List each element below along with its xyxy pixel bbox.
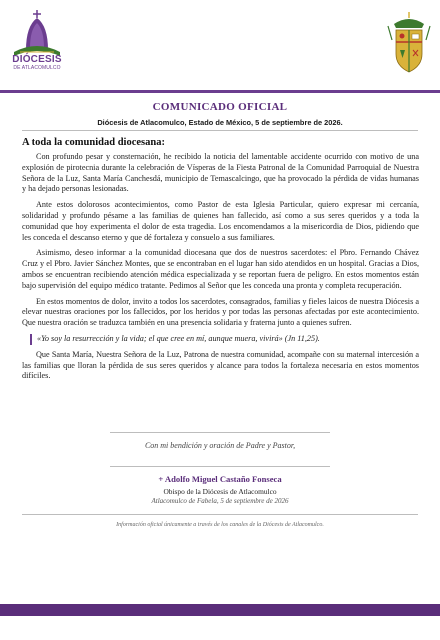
paragraph: En estos momentos de dolor, invito a todos los sacerdotes, consagrados, familias y fieles laicos de nuestra Diócesis a elevar nuestras oraciones por los fallecidos, por los heridos y por todas las personas afectadas por este acontecimiento. Que nuestra oración se traduzca también en una presencia solidaria y fraterna junto a quienes sufren.	[22, 296, 419, 328]
document-subtitle: Diócesis de Atlacomulco, Estado de México, 5 de septiembre de 2026.	[97, 118, 343, 127]
header-divider	[0, 90, 440, 93]
bishop-coat-of-arms-icon	[384, 10, 434, 80]
signature-date: Atlacomulco de Fabela, 5 de septiembre de 2026	[151, 497, 289, 505]
scripture-quote-text: «Yo soy la resurrección y la vida; el que cree en mí, aunque muera, vivirá» (Jn 11,25).	[37, 333, 320, 343]
paragraph: Con profundo pesar y consternación, he recibido la noticia del lamentable accidente ocurrido con motivo de una explosión de pirotecnia durante la celebración de Vísperas de la Fiesta Patronal de la Comunidad Parroquial de Nuestra Señora de la Luz, Santa María Canchesdá, municipio de Temascalcingo, que ha provocado la pérdida de vidas humanas y ha dejado personas lesionadas.	[22, 152, 419, 194]
paragraph: Asimismo, deseo informar a la comunidad diocesana que dos de nuestros sacerdotes: el Pbro. Fernando Chávez Cruz y el Pbro. Javier Sánchez Montes, que se encontraban en el lugar han sido atendidos en un hospital. Gracias a Dios, ambos se encuentran recibiendo atención médica especializada y se reportan fuera de peligro. En estos momentos están bajo supervisión del equipo médico tratante. Pedimos al Señor que les conceda una pronta y completa recuperación.	[22, 248, 419, 290]
title-divider	[22, 130, 418, 131]
signer-name: + Adolfo Miguel Castaño Fonseca	[158, 474, 282, 484]
signature-line	[110, 466, 330, 467]
document-body	[22, 152, 419, 387]
greeting: A toda la comunidad diocesana:	[22, 137, 165, 148]
logo-name: DIÓCESIS	[12, 54, 62, 65]
letterhead	[0, 0, 440, 90]
document-title: COMUNICADO OFICIAL	[152, 101, 288, 113]
closing-divider	[110, 432, 330, 433]
official-info-note: Información oficial únicamente a través de los canales de la Diócesis de Atlacomulco.	[116, 522, 324, 528]
logo-subtitle: DE ATLACOMULCO	[13, 65, 61, 71]
scripture-quote	[30, 334, 419, 345]
paragraph: Ante estos dolorosos acontecimientos, como Pastor de esta Iglesia Particular, quiero expresar mi cercanía, solidaridad y profundo pésame a las familias de quienes han fallecido, así como a sus seres queridos y a toda la comunidad que hoy experimenta el dolor de esta tragedia. Los encomendamos a la misericordia de Dios, pidiendo que les conceda el descanso eterno y que dé fortaleza y consuelo a sus familiares.	[22, 200, 419, 242]
closing-line: Con mi bendición y oración de Padre y Pastor,	[144, 441, 296, 450]
footer-bar	[0, 604, 440, 616]
note-divider	[22, 514, 418, 515]
diocese-logo-text	[6, 54, 68, 72]
final-paragraph: Que Santa María, Nuestra Señora de la Luz, Patrona de nuestra comunidad, acompañe con su maternal intercesión a las familias que lloran la pérdida de sus seres queridos y alcance para todos la fortaleza necesaria en estos momentos difíciles.	[22, 349, 419, 381]
signer-role: Obispo de la Diócesis de Atlacomulco	[163, 487, 277, 496]
